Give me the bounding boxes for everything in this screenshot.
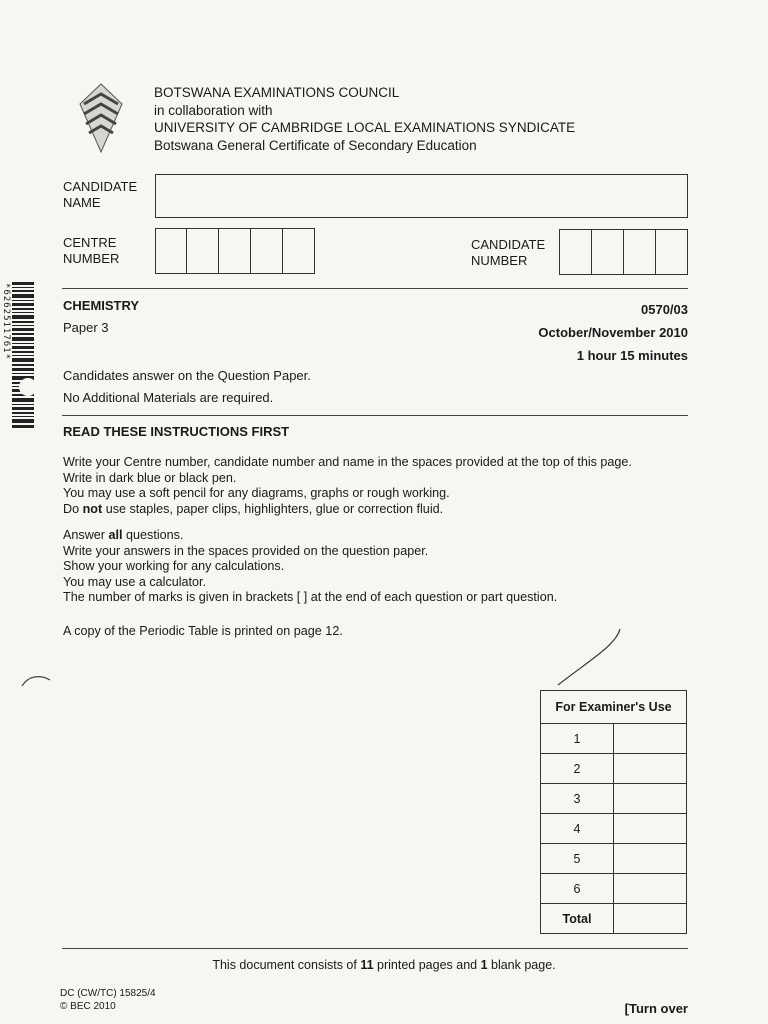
exam-details [538, 298, 688, 367]
examiners-use-title: For Examiner's Use [541, 691, 687, 724]
instructions-block-1: Write your Centre number, candidate number and name in the spaces provided at the top of this page. Write in dark blue or black pen. You may use a soft pencil for any diagrams, graphs or rough working. Do not use staples, paper clips, highlighters, glue or correction fluid. [63, 455, 632, 516]
candidate-name-field[interactable] [155, 174, 688, 218]
total-mark-cell[interactable] [614, 904, 687, 934]
question-number: 3 [541, 784, 614, 814]
question-number: 4 [541, 814, 614, 844]
exam-duration: 1 hour 15 minutes [576, 348, 688, 363]
exam-board-header [154, 84, 575, 154]
answer-all-instruction: Answer all questions. [63, 528, 184, 542]
instructions-block-2: Answer all questions. Write your answers in the spaces provided on the question paper. Show your working for any calculations. You may use a calculator. The number of marks is given in brackets [ ] at the end of each question or part question. [63, 528, 558, 604]
subject-title: CHEMISTRY [63, 298, 140, 313]
centre-number-field[interactable] [155, 228, 315, 274]
centre-number-cell[interactable] [155, 228, 187, 274]
mark-cell[interactable] [614, 844, 687, 874]
centre-number-cell[interactable] [283, 228, 315, 274]
divider [62, 415, 688, 416]
centre-number-cell[interactable] [219, 228, 251, 274]
periodic-table-note: A copy of the Periodic Table is printed on page 12. [63, 624, 343, 638]
header-line-1: BOTSWANA EXAMINATIONS COUNCIL [154, 85, 400, 100]
centre-number-cell[interactable] [187, 228, 219, 274]
materials-note: Candidates answer on the Question Paper. No Additional Materials are required. [63, 368, 311, 405]
centre-number-label: CENTRE NUMBER [63, 235, 120, 266]
question-number: 1 [541, 724, 614, 754]
turn-over-label: [Turn over [624, 1001, 688, 1016]
instructions-title: READ THESE INSTRUCTIONS FIRST [63, 424, 290, 439]
mark-cell[interactable] [614, 754, 687, 784]
candidate-number-field[interactable] [559, 229, 688, 275]
exam-session: October/November 2010 [538, 325, 688, 340]
barcode-number: *6262511761* [1, 283, 11, 361]
mark-cell[interactable] [614, 814, 687, 844]
header-line-3: UNIVERSITY OF CAMBRIDGE LOCAL EXAMINATIONS SYNDICATE [154, 120, 576, 135]
staples-instruction: Do not use staples, paper clips, highlighters, glue or correction fluid. [63, 501, 444, 516]
mark-cell[interactable] [614, 874, 687, 904]
divider [62, 948, 688, 949]
header-line-2: in collaboration with [154, 102, 273, 118]
candidate-number-cell[interactable] [592, 229, 624, 275]
pen-mark-icon [550, 625, 640, 690]
candidate-number-cell[interactable] [624, 229, 656, 275]
mark-cell[interactable] [614, 724, 687, 754]
candidate-number-label: CANDIDATE NUMBER [471, 237, 546, 268]
examiners-use-table [540, 690, 687, 934]
question-number: 2 [541, 754, 614, 784]
total-label: Total [541, 904, 614, 934]
barcode-icon [12, 280, 34, 430]
bec-logo-icon [78, 82, 124, 154]
candidate-number-cell[interactable] [656, 229, 688, 275]
centre-number-cell[interactable] [251, 228, 283, 274]
divider [62, 288, 688, 289]
page-count-note: This document consists of 11 printed pages and 1 blank page. [212, 958, 556, 972]
paper-code: 0570/03 [641, 302, 688, 317]
paper-number: Paper 3 [63, 320, 109, 335]
candidate-number-cell[interactable] [559, 229, 592, 275]
candidate-name-label: CANDIDATE NAME [63, 179, 138, 210]
pen-mark-icon [20, 672, 52, 692]
document-code: DC (CW/TC) 15825/4 © BEC 2010 [60, 988, 156, 1012]
question-number: 6 [541, 874, 614, 904]
question-number: 5 [541, 844, 614, 874]
header-line-4: Botswana General Certificate of Secondary Education [154, 137, 477, 153]
mark-cell[interactable] [614, 784, 687, 814]
